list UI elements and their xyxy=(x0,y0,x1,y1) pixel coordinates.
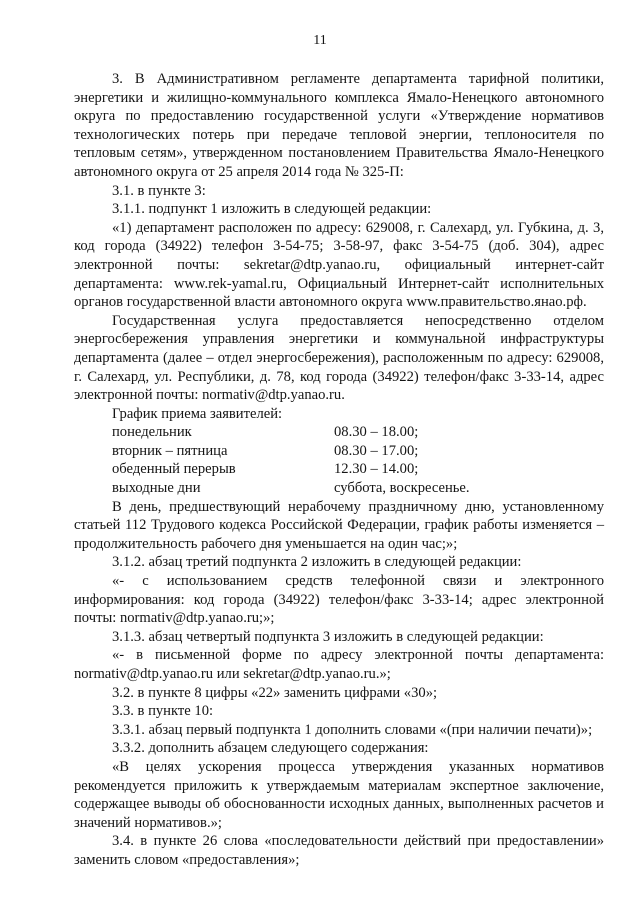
document-body xyxy=(74,70,604,870)
page-number: 11 xyxy=(313,33,327,48)
paragraph: График приема заявителей: xyxy=(112,405,283,422)
schedule-row xyxy=(74,442,604,461)
schedule-day: выходные дни xyxy=(112,480,201,497)
schedule-row xyxy=(74,479,604,498)
paragraph: 3.1.3. абзац четвертый подпункта 3 изложить в следующей редакции: xyxy=(112,628,544,645)
paragraph: 3.1.1. подпункт 1 изложить в следующей редакции: xyxy=(112,201,432,218)
paragraph: «В целях ускорения процесса утверждения указанных нормативов рекомендуется приложить к утверждаемым материалам экспертное заключение, содержащее выводы об обоснованности исходных данных, выполненных расчетов и значений нормативов.»; xyxy=(74,758,604,831)
schedule-day: вторник – пятница xyxy=(112,442,228,459)
paragraph: 3.4. в пункте 26 слова «последовательности действий при предоставлении» заменить словом «предоставления»; xyxy=(74,833,604,868)
paragraph: 3. В Административном регламенте департамента тарифной политики, энергетики и жилищно-коммунального комплекса Ямало-Ненецкого автономного округа по предоставлению государственной услуги «Утверждение нормативов технологических потерь при передаче тепловой энергии, теплоносителя по тепловым сетям», утвержденном постановлением Правительства Ямало-Ненецкого автономного округа от 25 апреля 2014 года № 325-П: xyxy=(74,71,604,180)
schedule-time: 08.30 – 18.00; xyxy=(334,424,419,441)
schedule-day: обеденный перерыв xyxy=(112,461,236,478)
schedule-day: понедельник xyxy=(112,424,192,441)
paragraph: 3.2. в пункте 8 цифры «22» заменить цифрами «30»; xyxy=(112,684,438,701)
paragraph: В день, предшествующий нерабочему праздничному дню, установленному статьей 112 Трудового кодекса Российской Федерации, график работы изменяется – продолжительность рабочего дня уменьшается на один час;»; xyxy=(74,498,604,552)
schedule-time: 12.30 – 14.00; xyxy=(334,461,419,478)
schedule-time: 08.30 – 17.00; xyxy=(334,442,419,459)
paragraph: «- с использованием средств телефонной связи и электронного информирования: код города (34922) телефон/факс 3-33-14; адрес электронной почты: normativ@dtp.yanao.ru;»; xyxy=(74,573,604,627)
paragraph: 3.3.2. дополнить абзацем следующего содержания: xyxy=(112,740,429,757)
paragraph: 3.1. в пункте 3: xyxy=(112,182,206,199)
schedule-row xyxy=(74,423,604,442)
schedule-row xyxy=(74,460,604,479)
paragraph: «1) департамент расположен по адресу: 629008, г. Салехард, ул. Губкина, д. 3, код города (34922) телефон 3-54-75; 3-58-97, факс 3-54-75 (доб. 304), адрес электронной почты: sekretar@dtp.yanao.ru, официальный интернет-сайт департамента: www.rek-yamal.ru, Официальный Интернет-сайт исполнительных органов государственной власти автономного округа www.правительство.янао.рф. xyxy=(74,219,604,311)
paragraph: 3.3. в пункте 10: xyxy=(112,703,214,720)
schedule-time: суббота, воскресенье. xyxy=(334,480,470,497)
paragraph: «- в письменной форме по адресу электронной почты департамента: normativ@dtp.yanao.ru или sekretar@dtp.yanao.ru.»; xyxy=(74,647,604,682)
paragraph: 3.1.2. абзац третий подпункта 2 изложить в следующей редакции: xyxy=(112,554,522,571)
paragraph: Государственная услуга предоставляется непосредственно отделом энергосбережения управления энергетики и коммунальной инфраструктуры департамента (далее – отдел энергосбережения), расположенным по адресу: 629008, г. Салехард, ул. Республики, д. 78, код города (34922) телефон/факс 3-33-14, адрес электронной почты: normativ@dtp.yanao.ru. xyxy=(74,312,604,404)
paragraph: 3.3.1. абзац первый подпункта 1 дополнить словами «(при наличии печати)»; xyxy=(112,721,593,738)
